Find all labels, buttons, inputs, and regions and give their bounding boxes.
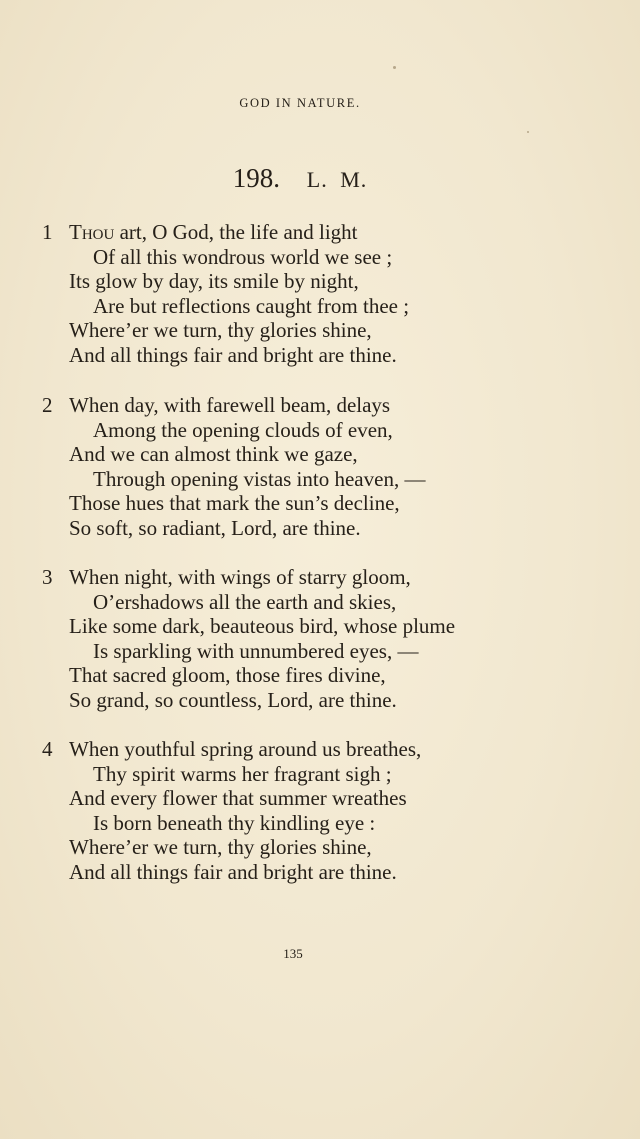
verse-line xyxy=(42,688,602,713)
stanza-4 xyxy=(42,737,602,885)
hymn-heading xyxy=(0,163,600,194)
verse-line xyxy=(42,467,602,492)
running-head: GOD IN NATURE. xyxy=(239,96,361,110)
verse-line xyxy=(42,860,602,885)
verse-line xyxy=(42,590,602,615)
verse-text: Through opening vistas into heaven, — xyxy=(93,466,426,491)
verse-text: And all things fair and bright are thine. xyxy=(69,342,397,367)
verse-text: Among the opening clouds of even, xyxy=(93,417,393,442)
stanza-number: 3 xyxy=(42,565,53,589)
verse-text: Like some dark, beauteous bird, whose plume xyxy=(69,614,456,639)
stanza-3 xyxy=(42,565,602,713)
verse-line xyxy=(42,835,602,860)
verse-text xyxy=(69,220,358,245)
verse-line xyxy=(42,491,602,516)
verse-line xyxy=(42,516,602,541)
verse-text: Where’er we turn, thy glories shine, xyxy=(69,835,372,860)
opening-word: Thou xyxy=(69,220,115,244)
verse-text-rest: art, O God, the life and light xyxy=(114,220,358,244)
verse-text: When youthful spring around us breathes, xyxy=(69,737,422,761)
stanza-number: 1 xyxy=(42,220,53,244)
verse-line xyxy=(42,442,602,467)
page-number: 135 xyxy=(283,946,303,961)
verse-text: O’ershadows all the earth and skies, xyxy=(93,589,397,614)
verse-text: When day, with farewell beam, delays xyxy=(69,393,391,417)
paper-speck xyxy=(527,131,529,133)
verse-line xyxy=(42,639,602,664)
verse-line xyxy=(42,565,602,590)
verse-text: Where’er we turn, thy glories shine, xyxy=(69,318,372,343)
hymn-number: 198. xyxy=(232,163,280,193)
verse-text: That sacred gloom, those fires divine, xyxy=(69,663,386,688)
verse-text: Those hues that mark the sun’s decline, xyxy=(69,491,400,516)
verse-text: Is born beneath thy kindling eye : xyxy=(93,810,376,835)
verse-text: And we can almost think we gaze, xyxy=(69,442,358,467)
verse-text: So soft, so radiant, Lord, are thine. xyxy=(69,515,361,540)
verse-text: When night, with wings of starry gloom, xyxy=(69,565,411,589)
verse-line xyxy=(42,318,602,343)
verse-text: And every flower that summer wreathes xyxy=(69,786,407,811)
verse-text: Are but reflections caught from thee ; xyxy=(93,293,410,318)
verse-line xyxy=(42,269,602,294)
verse-text: And all things fair and bright are thine. xyxy=(69,859,397,884)
verse-text: Thy spirit warms her fragrant sigh ; xyxy=(93,761,392,786)
verse-line xyxy=(42,614,602,639)
verse-text: So grand, so countless, Lord, are thine. xyxy=(69,687,397,712)
paper-speck xyxy=(393,66,396,69)
verse-line xyxy=(42,294,602,319)
stanza-2 xyxy=(42,393,602,541)
verse-line xyxy=(42,786,602,811)
stanza-number: 4 xyxy=(42,737,53,761)
verse-text: Its glow by day, its smile by night, xyxy=(69,269,359,294)
verse-text: Of all this wondrous world we see ; xyxy=(93,244,393,269)
verse-line xyxy=(42,245,602,270)
verse-line xyxy=(42,393,602,418)
verse-line xyxy=(42,811,602,836)
verse-line xyxy=(42,762,602,787)
verse-line xyxy=(42,343,602,368)
verse-line xyxy=(42,663,602,688)
verse-line xyxy=(42,220,602,245)
verse-line xyxy=(42,737,602,762)
hymn-meter: L. M. xyxy=(306,167,368,192)
verse-text: Is sparkling with unnumbered eyes, — xyxy=(93,638,419,663)
stanza-number: 2 xyxy=(42,393,53,417)
verse-line xyxy=(42,418,602,443)
stanza-1 xyxy=(42,220,602,368)
